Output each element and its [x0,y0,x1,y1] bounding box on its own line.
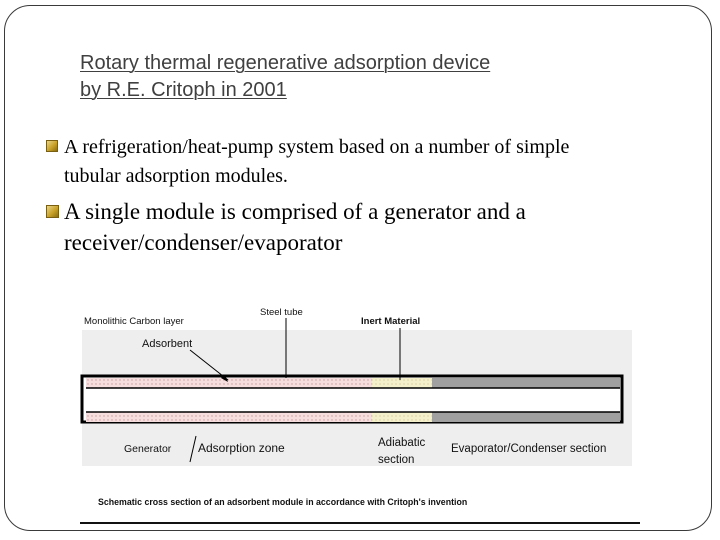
bullet-item-1 [46,133,569,191]
module-diagram [78,298,638,510]
label-adsorption-zone: Adsorption zone [198,441,285,455]
label-adsorbent: Adsorbent [142,338,193,350]
slide-title-line-1: Rotary thermal regenerative adsorption device [80,52,491,74]
inert-material-top [372,378,432,388]
figure-bottom-rule [80,522,640,524]
adsorbent-layer-bottom [86,412,372,422]
inert-material-bottom [372,412,432,422]
bullet-item-2 [46,196,526,258]
label-steel-tube: Steel tube [260,307,303,318]
slide-title-line-2: by R.E. Critoph in 2001 [80,79,287,101]
label-generator: Generator [124,443,172,455]
bullet-1-line-2: tubular adsorption modules. [64,165,288,187]
label-inert-material: Inert Material [361,316,421,327]
evaporator-tube-top [432,378,620,388]
slide-title [80,50,490,104]
label-adiabatic-section: section [378,454,415,466]
adsorbent-layer-top [86,378,372,388]
label-adiabatic: Adiabatic [378,437,426,449]
bullet-1-line-1: A refrigeration/heat-pump system based on a number of simple [64,136,570,158]
evaporator-tube-bottom [432,412,620,422]
bullet-2-line-2: receiver/condenser/evaporator [64,230,343,255]
bullet-2-line-1: A single module is comprised of a generator and a [64,199,526,224]
checkbox-bullet-icon [46,140,58,152]
label-evaporator-condenser-section: Evaporator/Condenser section [451,443,607,455]
figure-caption: Schematic cross section of an adsorbent module in accordance with Critoph's invention [98,497,468,507]
checkbox-bullet-icon [46,205,59,218]
label-monolithic-carbon-layer: Monolithic Carbon layer [84,316,184,327]
